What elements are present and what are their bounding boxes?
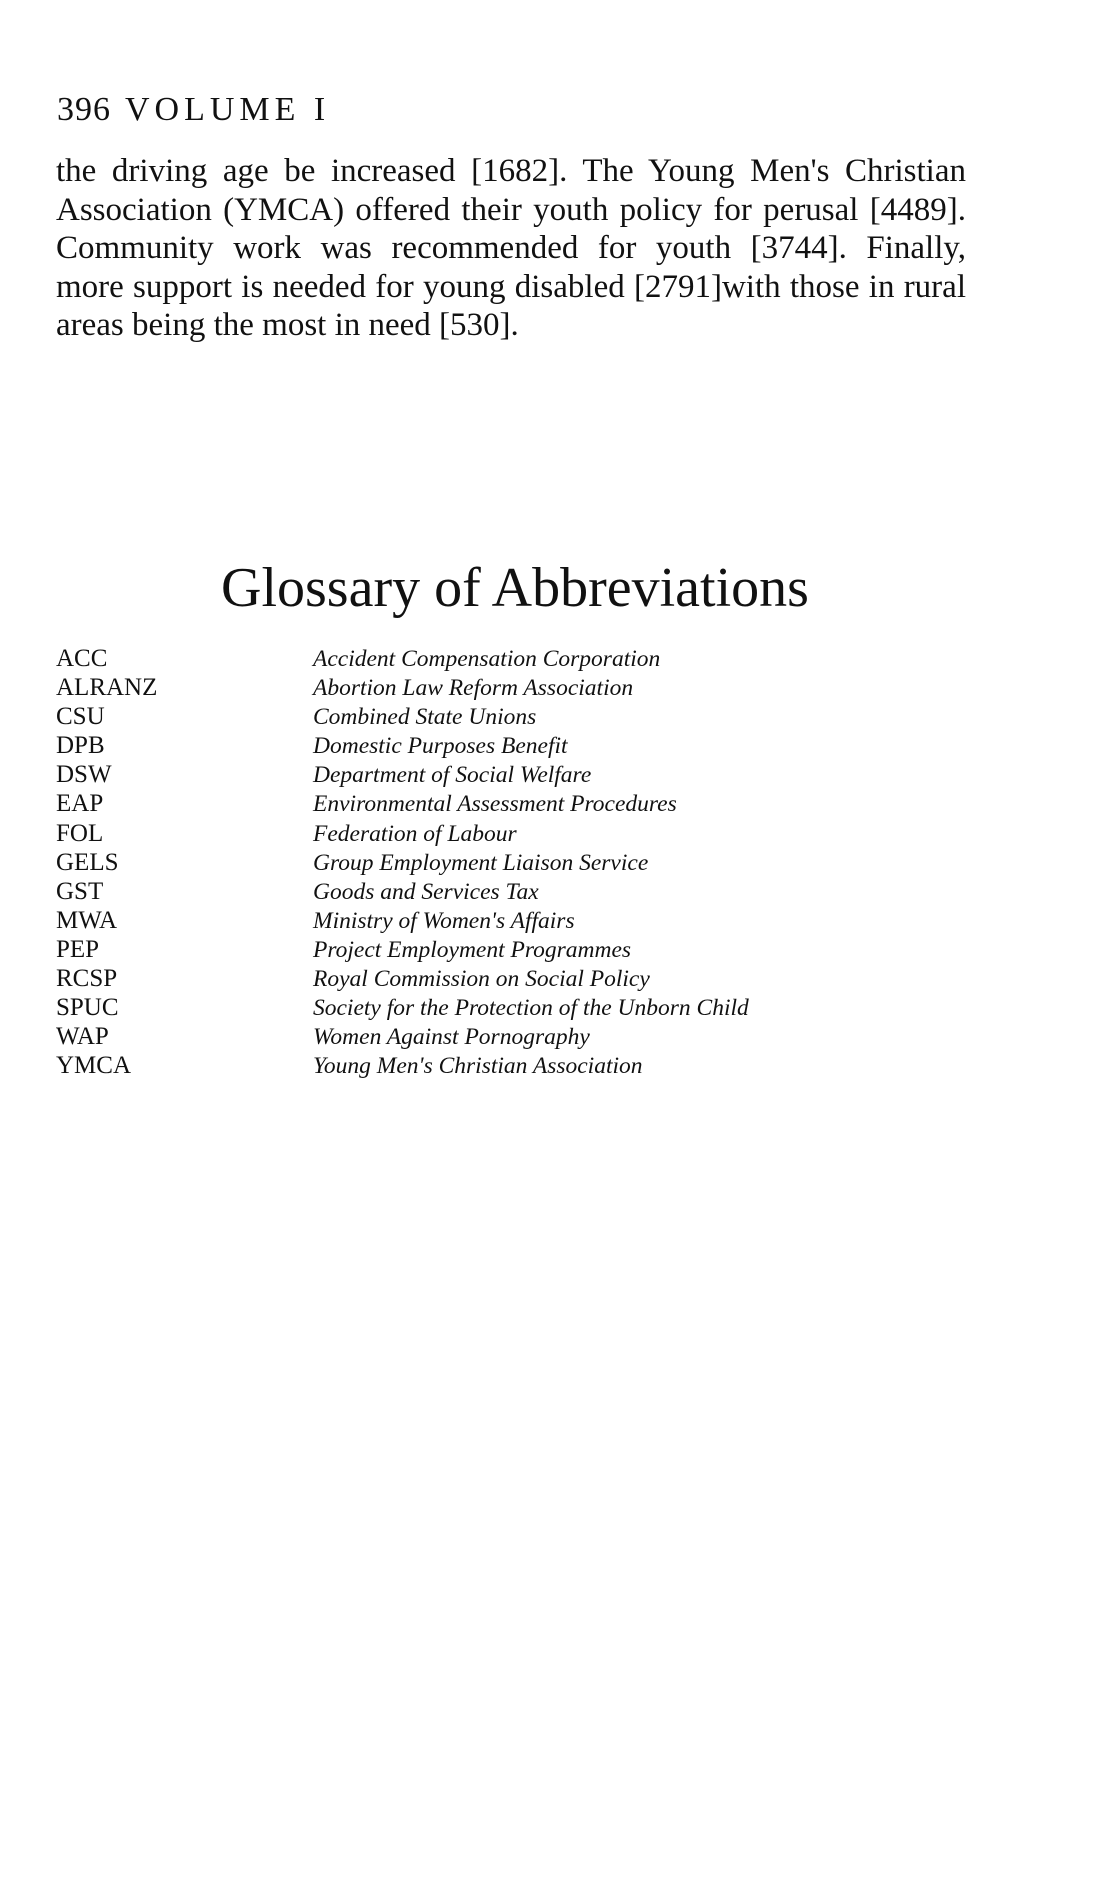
glossary-abbreviation: CSU: [56, 703, 105, 731]
glossary-abbreviation: YMCA: [56, 1052, 132, 1080]
body-line: the driving age be increased [1682]. The Young Men's Christian: [56, 153, 966, 189]
glossary-expansion: Young Men's Christian Association: [313, 1053, 643, 1080]
glossary-entry: [56, 1051, 956, 1080]
glossary-expansion: Accident Compensation Corporation: [313, 646, 661, 672]
glossary-abbreviation: WAP: [56, 1023, 109, 1051]
glossary-expansion: Department of Social Welfare: [313, 762, 592, 789]
body-line: areas being the most in need [530].: [56, 307, 519, 343]
glossary-expansion: Federation of Labour: [313, 820, 517, 847]
body-line: more support is needed for young disabled [2791]with those in rural: [56, 268, 966, 305]
glossary-abbreviation: MWA: [56, 906, 118, 934]
body-paragraph: [56, 152, 966, 345]
glossary-entry: [56, 848, 956, 877]
body-line: Community work was recommended for youth [3744]. Finally,: [56, 230, 966, 266]
glossary-expansion: Abortion Law Reform Association: [313, 675, 634, 702]
glossary-abbreviation: ACC: [56, 645, 108, 672]
glossary-expansion: Environmental Assessment Procedures: [313, 791, 677, 818]
glossary-abbreviation: FOL: [56, 819, 104, 847]
glossary-abbreviation: SPUC: [56, 994, 119, 1022]
glossary-abbreviation: PEP: [56, 935, 100, 963]
glossary-abbreviation: EAP: [56, 790, 104, 818]
glossary-entry: [56, 964, 956, 993]
glossary-expansion: Domestic Purposes Benefit: [313, 733, 568, 760]
glossary-entry: [56, 789, 956, 818]
glossary-entry: [56, 702, 956, 731]
glossary-expansion: Combined State Unions: [313, 704, 537, 731]
glossary-abbreviation: GST: [56, 877, 104, 905]
glossary-expansion: Women Against Pornography: [313, 1024, 590, 1051]
glossary-entry: [56, 731, 956, 760]
page-number: 396: [57, 91, 111, 128]
glossary-entry: [56, 673, 956, 702]
glossary-expansion: Ministry of Women's Affairs: [313, 907, 575, 934]
volume-label: VOLUME I: [125, 91, 331, 128]
glossary-entry: [56, 935, 956, 964]
glossary-expansion: Goods and Services Tax: [313, 878, 539, 905]
glossary-entry: [56, 819, 956, 848]
glossary-expansion: Project Employment Programmes: [313, 936, 632, 963]
glossary-entry: [56, 993, 956, 1022]
glossary-abbreviation: ALRANZ: [56, 674, 158, 702]
glossary-entry: [56, 644, 956, 673]
glossary-abbreviation: DSW: [56, 761, 112, 789]
running-head: [57, 90, 330, 130]
glossary-expansion: Group Employment Liaison Service: [313, 849, 649, 876]
glossary-expansion: Royal Commission on Social Policy: [313, 966, 650, 993]
glossary-abbreviation: RCSP: [56, 965, 118, 993]
glossary-abbreviation: DPB: [56, 732, 105, 760]
glossary-title: Glossary of Abbreviations: [221, 557, 809, 619]
glossary-abbreviation: GELS: [56, 848, 119, 876]
glossary-expansion: Society for the Protection of the Unborn Child: [313, 995, 749, 1022]
glossary-entry: [56, 1022, 956, 1051]
glossary-entry: [56, 906, 956, 935]
body-line: Association (YMCA) offered their youth policy for perusal [4489].: [56, 191, 966, 228]
glossary-entry: [56, 760, 956, 789]
glossary-list: [56, 644, 956, 1080]
glossary-entry: [56, 877, 956, 906]
